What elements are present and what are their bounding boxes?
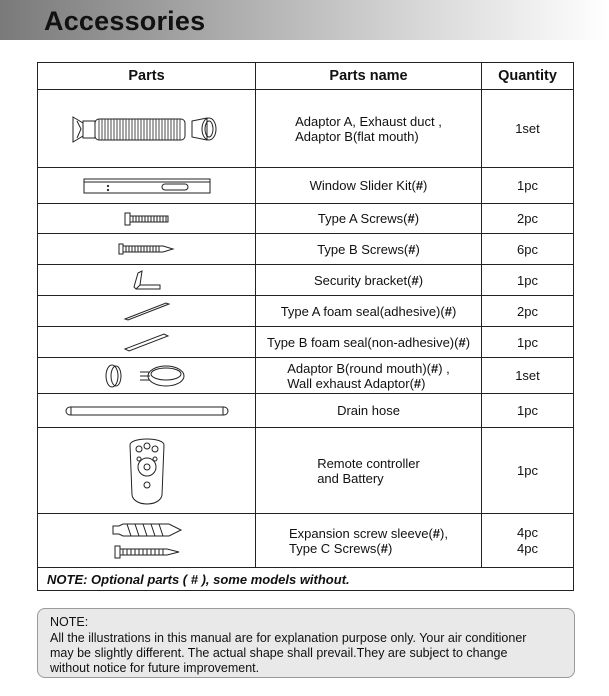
foam-seal-b-icon: [122, 331, 172, 353]
part-quantity: 1pc: [482, 327, 574, 358]
part-name: Type B foam seal(non-adhesive)(#): [256, 327, 482, 358]
column-header-parts: Parts: [38, 63, 256, 90]
table-row: [38, 428, 574, 514]
column-header-quantity: Quantity: [482, 63, 574, 90]
optional-parts-note: NOTE: Optional parts ( # ), some models without.: [38, 568, 574, 591]
part-illustration: [38, 90, 256, 168]
type-a-screw-icon: [122, 211, 172, 227]
security-bracket-icon: [130, 269, 164, 291]
window-slider-kit-icon: [82, 176, 212, 196]
table-row: [38, 327, 574, 358]
part-illustration: [38, 428, 256, 514]
page-title: Accessories: [44, 6, 206, 36]
part-illustration: [38, 168, 256, 204]
table-row: [38, 358, 574, 394]
accessories-table: [37, 62, 574, 591]
part-quantity: 2pc: [482, 296, 574, 327]
part-quantity: 1pc: [482, 265, 574, 296]
disclaimer-note-box: [37, 608, 575, 678]
expansion-sleeve-icon: [109, 520, 185, 562]
part-name: Drain hose: [256, 394, 482, 428]
optional-parts-note-row: [38, 568, 574, 591]
duct-adaptor-icon: [67, 109, 227, 149]
part-name: Window Slider Kit(#): [256, 168, 482, 204]
part-name: Remote controller and Battery: [256, 428, 482, 514]
column-header-name: Parts name: [256, 63, 482, 90]
part-name: Adaptor A, Exhaust duct , Adaptor B(flat mouth): [256, 90, 482, 168]
part-quantity: 6pc: [482, 234, 574, 265]
part-illustration: [38, 394, 256, 428]
drain-hose-icon: [62, 404, 232, 418]
table-row: [38, 234, 574, 265]
part-name: Type B Screws(#): [256, 234, 482, 265]
part-name: Adaptor B(round mouth)(#) , Wall exhaust Adaptor(#): [256, 358, 482, 394]
part-quantity: 2pc: [482, 204, 574, 234]
type-b-screw-icon: [117, 242, 177, 256]
part-quantity: 1pc: [482, 394, 574, 428]
remote-controller-icon: [122, 433, 172, 509]
part-illustration: [38, 296, 256, 327]
table-row: [38, 296, 574, 327]
part-illustration: [38, 234, 256, 265]
note-line: without notice for future improvement.: [50, 661, 260, 675]
table-header-row: [38, 63, 574, 90]
note-line: may be slightly different. The actual shape shall prevail.They are subject to change: [50, 646, 508, 660]
part-quantity: 4pc 4pc: [482, 514, 574, 568]
part-illustration: [38, 358, 256, 394]
note-line: All the illustrations in this manual are for explanation purpose only. Your air conditioner: [50, 631, 527, 645]
part-name: Type A foam seal(adhesive)(#): [256, 296, 482, 327]
part-quantity: 1pc: [482, 428, 574, 514]
part-name: Expansion screw sleeve(#), Type C Screws(#): [256, 514, 482, 568]
title-bar: [0, 0, 609, 40]
table-row: [38, 168, 574, 204]
part-illustration: [38, 514, 256, 568]
part-name: Type A Screws(#): [256, 204, 482, 234]
part-illustration: [38, 265, 256, 296]
table-row: [38, 394, 574, 428]
round-adaptor-icon: [102, 362, 192, 390]
part-illustration: [38, 204, 256, 234]
part-quantity: 1set: [482, 358, 574, 394]
foam-seal-a-icon: [122, 300, 172, 322]
note-title: NOTE:: [50, 615, 89, 629]
table-row: [38, 514, 574, 568]
part-name: Security bracket(#): [256, 265, 482, 296]
table-row: [38, 204, 574, 234]
part-quantity: 1pc: [482, 168, 574, 204]
part-illustration: [38, 327, 256, 358]
table-row: [38, 90, 574, 168]
table-row: [38, 265, 574, 296]
part-quantity: 1set: [482, 90, 574, 168]
